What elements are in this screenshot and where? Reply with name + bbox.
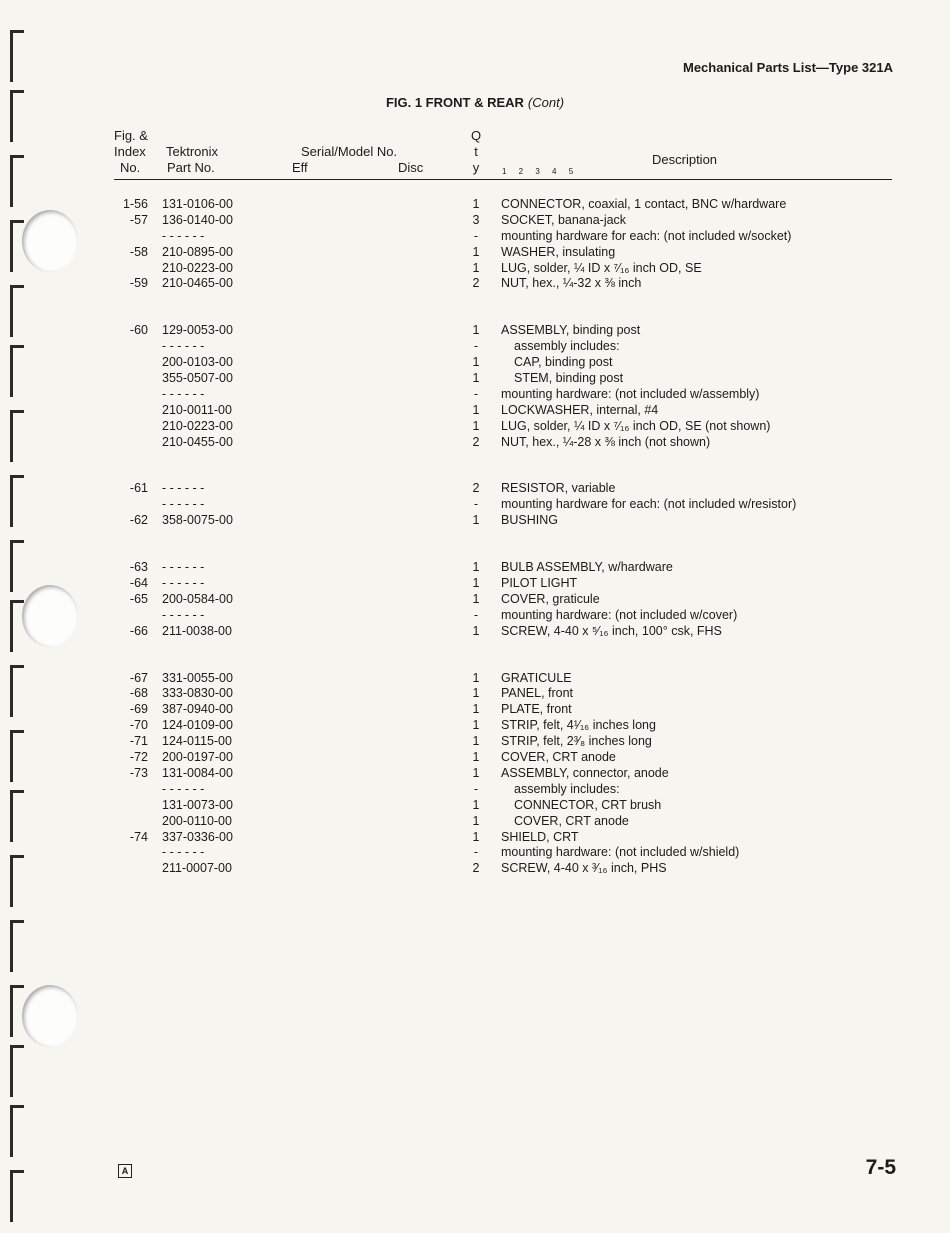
part-number-cell: 337-0336-00 xyxy=(162,829,233,844)
part-row xyxy=(0,229,950,245)
column-header-description: Description xyxy=(652,152,718,167)
quantity-cell: 2 xyxy=(472,861,480,876)
part-row xyxy=(0,671,950,687)
description-cell: mounting hardware: (not included w/assembly) xyxy=(501,386,760,401)
part-row xyxy=(0,734,950,750)
description-cell: SCREW, 4-40 x ³⁄₁₆ inch, PHS xyxy=(501,861,667,876)
column-header-eff: Eff xyxy=(292,160,308,175)
part-number-cell: 210-0011-00 xyxy=(162,402,232,417)
quantity-cell: 1 xyxy=(472,402,480,417)
part-number-cell: - - - - - - xyxy=(162,781,205,796)
part-number-cell: 355-0507-00 xyxy=(162,371,233,386)
description-cell: RESISTOR, variable xyxy=(501,481,616,496)
part-row xyxy=(0,766,950,782)
part-row xyxy=(0,608,950,624)
column-header-fig-index xyxy=(114,128,148,176)
quantity-cell: 1 xyxy=(472,686,480,701)
part-number-cell: - - - - - - xyxy=(162,386,205,401)
fig-index-cell: -57 xyxy=(129,212,148,227)
part-row xyxy=(0,782,950,798)
description-cell: STRIP, felt, 4¹⁄₁₆ inches long xyxy=(501,718,656,733)
part-number-cell: 358-0075-00 xyxy=(162,513,233,528)
quantity-cell: 1 xyxy=(472,513,480,528)
footer-mark: A xyxy=(118,1164,132,1178)
quantity-cell: 1 xyxy=(472,260,480,275)
part-row xyxy=(0,435,950,451)
part-number-cell: 131-0073-00 xyxy=(162,797,233,812)
fig-index-cell: -59 xyxy=(129,276,148,291)
quantity-cell: 1 xyxy=(472,702,480,717)
part-number-cell: 200-0584-00 xyxy=(162,591,233,606)
description-cell: CONNECTOR, coaxial, 1 contact, BNC w/hardware xyxy=(501,197,787,211)
fig-index-cell: -70 xyxy=(129,718,148,733)
column-header-tektronix xyxy=(166,144,218,176)
header-rule xyxy=(114,179,892,180)
binder-mark xyxy=(10,1105,24,1157)
column-header-qty xyxy=(466,128,486,176)
part-row xyxy=(0,576,950,592)
part-number-cell: 129-0053-00 xyxy=(162,323,233,338)
quantity-cell: - xyxy=(473,607,479,622)
part-number-cell: 333-0830-00 xyxy=(162,686,233,701)
group-spacer xyxy=(0,292,950,323)
part-number-cell: 200-0103-00 xyxy=(162,355,233,370)
quantity-cell: 1 xyxy=(472,197,480,211)
part-number-cell: 210-0465-00 xyxy=(162,276,233,291)
header-line: Serial/Model No. xyxy=(301,144,398,159)
part-row xyxy=(0,387,950,403)
part-row xyxy=(0,355,950,371)
part-number-cell: - - - - - - xyxy=(162,560,205,575)
part-row xyxy=(0,750,950,766)
part-row xyxy=(0,830,950,846)
header-line: Fig. & xyxy=(114,128,148,143)
part-row xyxy=(0,481,950,497)
description-cell: mounting hardware for each: (not included w/socket) xyxy=(501,228,792,243)
part-row xyxy=(0,861,950,877)
quantity-cell: 1 xyxy=(472,734,480,749)
part-number-cell: 211-0007-00 xyxy=(162,861,232,876)
quantity-cell: 2 xyxy=(472,434,480,449)
description-cell: ASSEMBLY, binding post xyxy=(501,323,641,338)
description-cell: GRATICULE xyxy=(501,670,572,685)
part-row xyxy=(0,213,950,229)
part-row xyxy=(0,339,950,355)
description-cell: SOCKET, banana-jack xyxy=(501,212,627,227)
part-number-cell: - - - - - - xyxy=(162,845,205,860)
description-cell: PANEL, front xyxy=(501,686,574,701)
part-row xyxy=(0,798,950,814)
quantity-cell: 2 xyxy=(472,276,480,291)
description-cell: SCREW, 4-40 x ⁵⁄₁₆ inch, 100° csk, FHS xyxy=(501,623,722,638)
quantity-cell: 1 xyxy=(472,576,480,591)
part-number-cell: - - - - - - xyxy=(162,607,205,622)
part-row xyxy=(0,403,950,419)
description-cell: BUSHING xyxy=(501,513,558,528)
description-cell: mounting hardware: (not included w/shield) xyxy=(501,845,740,860)
part-row xyxy=(0,261,950,277)
description-cell: SHIELD, CRT xyxy=(501,829,579,844)
part-row xyxy=(0,419,950,435)
part-number-cell: 210-0223-00 xyxy=(162,418,233,433)
description-cell: COVER, graticule xyxy=(501,591,600,606)
quantity-cell: 1 xyxy=(472,355,480,370)
description-cell: NUT, hex., ¼-28 x ⅜ inch (not shown) xyxy=(501,434,711,449)
fig-index-cell: -72 xyxy=(129,750,148,765)
quantity-cell: 1 xyxy=(472,371,480,386)
quantity-cell: 1 xyxy=(472,623,480,638)
part-number-cell: 131-0084-00 xyxy=(162,765,233,780)
part-row xyxy=(0,845,950,861)
quantity-cell: 1 xyxy=(472,797,480,812)
part-row xyxy=(0,513,950,529)
binder-mark xyxy=(10,1170,24,1222)
fig-index-cell: -71 xyxy=(129,734,148,749)
fig-index-cell: -74 xyxy=(129,829,148,844)
part-number-cell: 200-0110-00 xyxy=(162,813,232,828)
header-line: y xyxy=(472,160,480,175)
part-row xyxy=(0,197,950,213)
part-number-cell: 210-0895-00 xyxy=(162,244,233,259)
part-number-cell: 124-0115-00 xyxy=(162,734,232,749)
part-number-cell: 387-0940-00 xyxy=(162,702,233,717)
group-spacer xyxy=(0,529,950,560)
part-row xyxy=(0,814,950,830)
column-header-disc: Disc xyxy=(398,160,424,175)
figure-title xyxy=(0,95,950,110)
binder-mark xyxy=(10,920,24,972)
quantity-cell: 1 xyxy=(472,591,480,606)
part-row xyxy=(0,276,950,292)
fig-index-cell: -68 xyxy=(129,686,148,701)
part-row xyxy=(0,497,950,513)
part-number-cell: 331-0055-00 xyxy=(162,670,233,685)
description-cell: STRIP, felt, 2³⁄₈ inches long xyxy=(501,734,652,749)
quantity-cell: - xyxy=(473,845,479,860)
fig-index-cell: -65 xyxy=(129,591,148,606)
header-line: Index xyxy=(114,144,146,159)
quantity-cell: 1 xyxy=(472,670,480,685)
part-number-cell: 210-0223-00 xyxy=(162,260,233,275)
quantity-cell: 1 xyxy=(472,718,480,733)
description-cell: PLATE, front xyxy=(501,702,572,717)
part-row xyxy=(0,323,950,339)
description-cell: BULB ASSEMBLY, w/hardware xyxy=(501,560,673,575)
quantity-cell: 1 xyxy=(472,418,480,433)
part-number-cell: - - - - - - xyxy=(162,228,205,243)
part-row xyxy=(0,592,950,608)
part-number-cell: 200-0197-00 xyxy=(162,750,233,765)
description-cell: NUT, hex., ¼-32 x ⅜ inch xyxy=(501,276,642,291)
part-row xyxy=(0,718,950,734)
header-line: Q xyxy=(470,128,482,143)
column-header-indent-levels: 1 2 3 4 5 xyxy=(502,167,579,176)
fig-index-cell: -73 xyxy=(129,765,148,780)
part-row xyxy=(0,624,950,640)
description-cell: mounting hardware for each: (not included w/resistor) xyxy=(501,497,797,512)
header-line: No. xyxy=(120,160,141,175)
group-spacer xyxy=(0,640,950,671)
fig-index-cell: -58 xyxy=(129,244,148,259)
group-spacer xyxy=(0,450,950,481)
description-cell: STEM, binding post xyxy=(514,371,624,386)
part-row xyxy=(0,560,950,576)
part-row xyxy=(0,686,950,702)
fig-index-cell: -69 xyxy=(129,702,148,717)
quantity-cell: 2 xyxy=(472,481,480,496)
description-cell: assembly includes: xyxy=(514,781,620,796)
page-header-title: Mechanical Parts List—Type 321A xyxy=(682,60,893,75)
parts-list xyxy=(0,197,950,877)
part-number-cell: 136-0140-00 xyxy=(162,212,233,227)
description-cell: LOCKWASHER, internal, #4 xyxy=(501,402,659,417)
quantity-cell: 1 xyxy=(472,244,480,259)
quantity-cell: - xyxy=(473,228,479,243)
quantity-cell: 1 xyxy=(472,813,480,828)
description-cell: CONNECTOR, CRT brush xyxy=(514,797,662,812)
quantity-cell: - xyxy=(473,781,479,796)
quantity-cell: 1 xyxy=(472,560,480,575)
description-cell: assembly includes: xyxy=(514,339,620,354)
part-number-cell: 210-0455-00 xyxy=(162,434,233,449)
description-cell: CAP, binding post xyxy=(514,355,613,370)
fig-index-cell: -66 xyxy=(129,623,148,638)
part-number-cell: - - - - - - xyxy=(162,576,205,591)
part-row xyxy=(0,245,950,261)
binder-mark xyxy=(10,1045,24,1097)
header-line: t xyxy=(474,144,478,159)
column-header-serial xyxy=(301,144,397,160)
description-cell: ASSEMBLY, connector, anode xyxy=(501,765,669,780)
description-cell: COVER, CRT anode xyxy=(514,813,629,828)
description-cell: mounting hardware: (not included w/cover) xyxy=(501,607,738,622)
fig-index-cell: -64 xyxy=(129,576,148,591)
quantity-cell: - xyxy=(473,339,479,354)
punch-hole xyxy=(22,985,78,1047)
description-cell: LUG, solder, ¼ ID x ⁷⁄₁₆ inch OD, SE (not shown) xyxy=(501,418,771,433)
part-number-cell: - - - - - - xyxy=(162,497,205,512)
part-row xyxy=(0,371,950,387)
fig-index-cell: -60 xyxy=(129,323,148,338)
quantity-cell: 1 xyxy=(472,323,480,338)
quantity-cell: 3 xyxy=(472,212,480,227)
figure-suffix: (Cont) xyxy=(527,95,565,110)
fig-index-cell: -61 xyxy=(129,481,148,496)
description-cell: WASHER, insulating xyxy=(501,244,616,259)
page-number: 7-5 xyxy=(865,1156,896,1179)
part-number-cell: - - - - - - xyxy=(162,481,205,496)
description-cell: LUG, solder, ¼ ID x ⁷⁄₁₆ inch OD, SE xyxy=(501,260,702,275)
fig-index-cell: -67 xyxy=(129,670,148,685)
description-cell: COVER, CRT anode xyxy=(501,750,616,765)
figure-label: FIG. 1 FRONT & REAR xyxy=(385,95,524,110)
part-number-cell: - - - - - - xyxy=(162,339,205,354)
part-number-cell: 131-0106-00 xyxy=(162,197,233,211)
binder-mark xyxy=(10,30,24,82)
part-number-cell: 124-0109-00 xyxy=(162,718,233,733)
description-cell: PILOT LIGHT xyxy=(501,576,578,591)
quantity-cell: 1 xyxy=(472,765,480,780)
part-row xyxy=(0,702,950,718)
quantity-cell: - xyxy=(473,386,479,401)
quantity-cell: 1 xyxy=(472,829,480,844)
quantity-cell: - xyxy=(473,497,479,512)
quantity-cell: 1 xyxy=(472,750,480,765)
fig-index-cell: -63 xyxy=(129,560,148,575)
part-number-cell: 211-0038-00 xyxy=(162,623,232,638)
fig-index-cell: -62 xyxy=(129,513,148,528)
fig-index-cell: 1-56 xyxy=(122,197,148,211)
header-line: Tektronix xyxy=(166,144,219,159)
header-line: Part No. xyxy=(167,160,215,175)
